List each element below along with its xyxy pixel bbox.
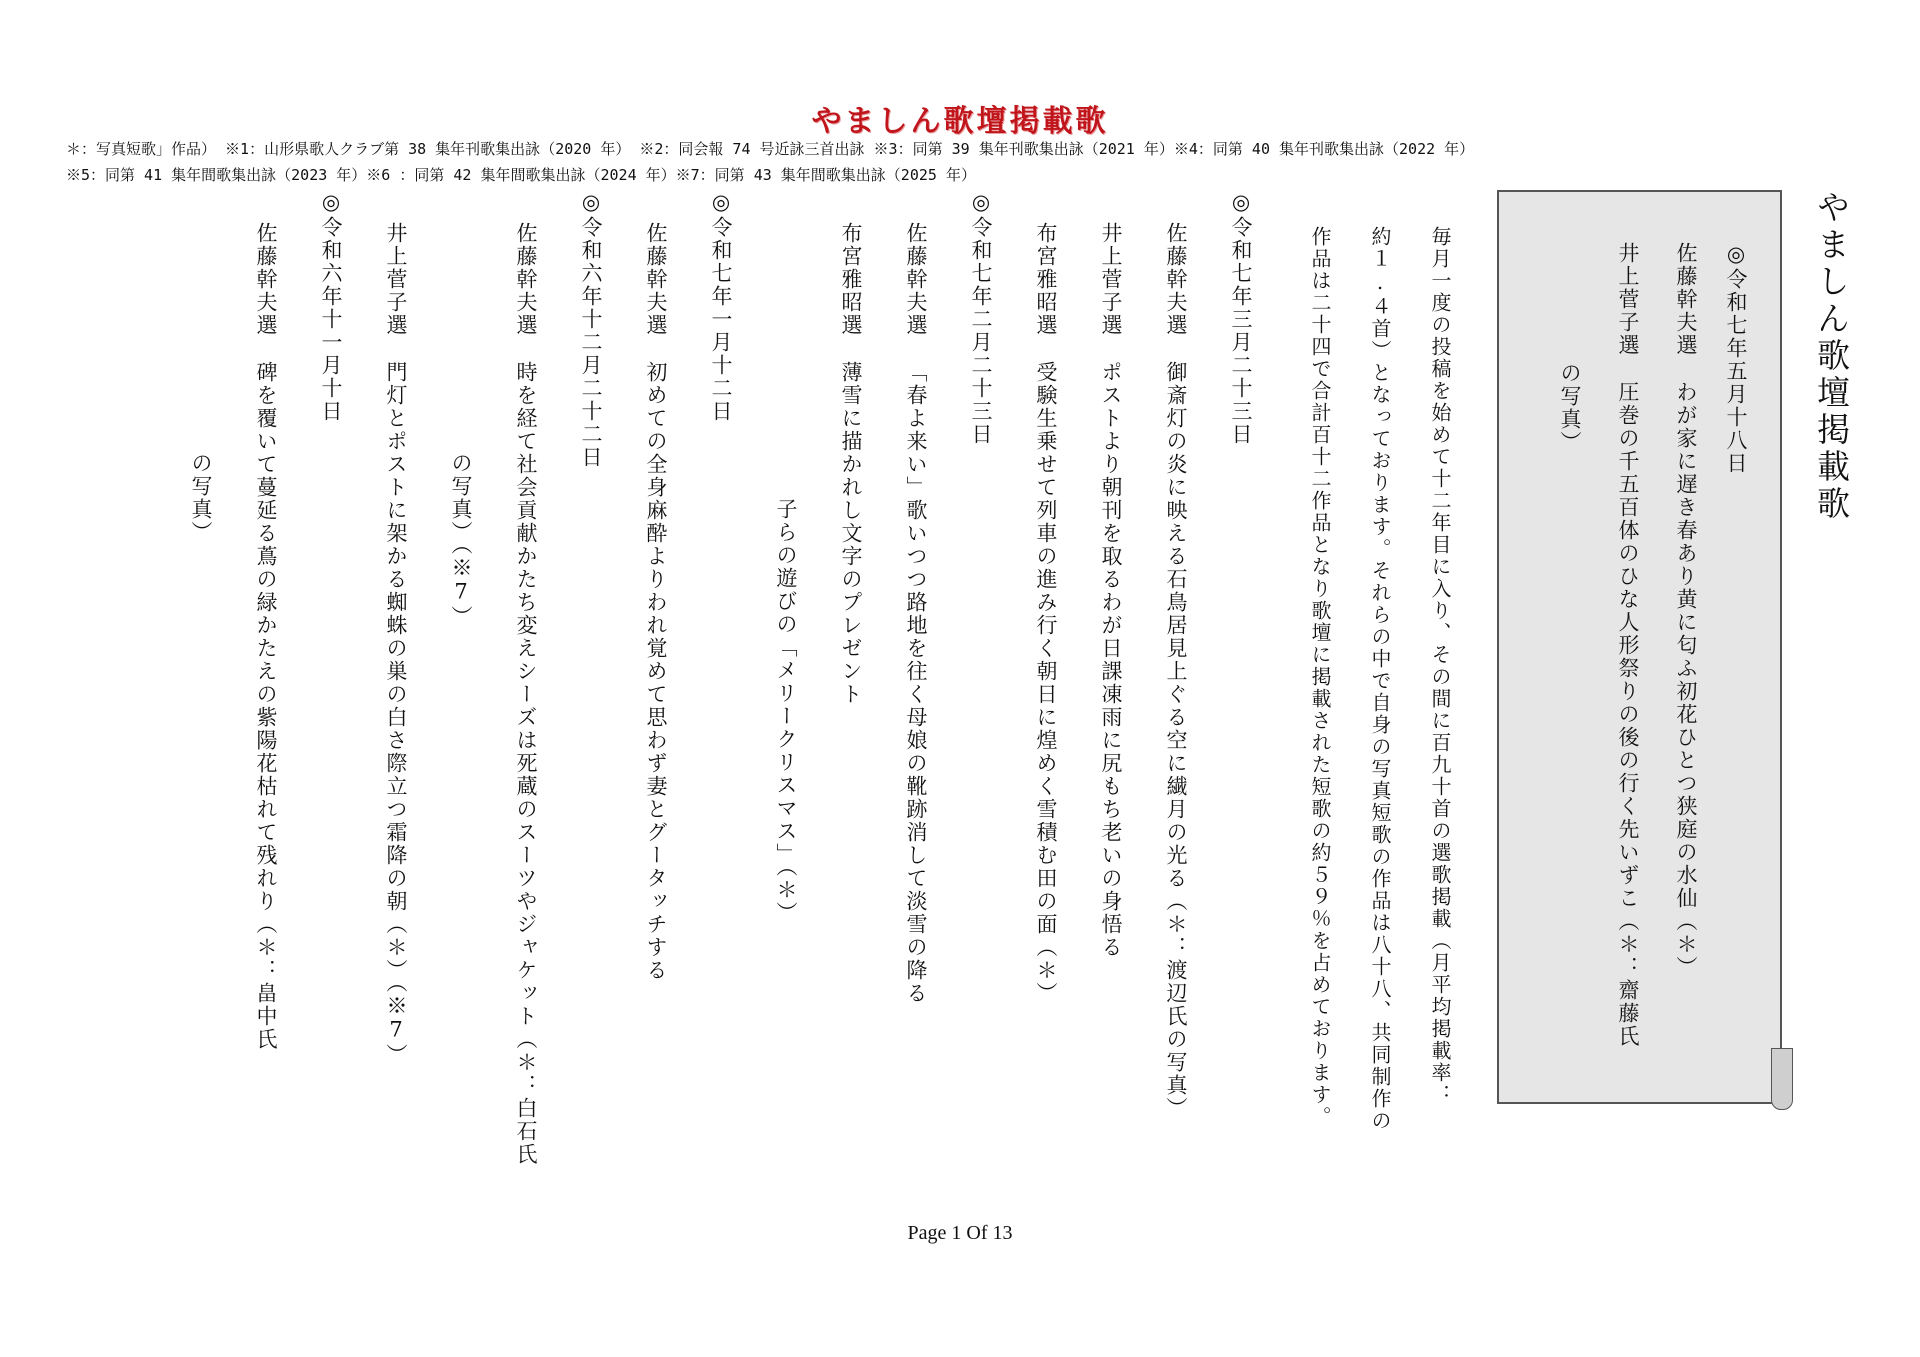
footnote-line: ※5：同第 41 集年間歌集出詠（2023 年）※6 ：同第 42 集年間歌集出詠（2024 年）※7：同第 43 集年間歌集出詠（2025 年） (66, 166, 976, 184)
selector-name: 井上菅子選 (384, 222, 408, 337)
poem-text: 「春よ来い」歌いつつ路地を往く母娘の靴跡消して淡雪の降る (904, 361, 928, 1005)
poem-column (905, 222, 926, 1005)
poem-text: の写真） (1558, 362, 1582, 454)
selector-name: 布宮雅昭選 (1034, 222, 1058, 337)
section-heading: やましん歌壇掲載歌 (1812, 190, 1851, 523)
poem-column (1165, 222, 1186, 1120)
selector-name: 井上菅子選 (1616, 242, 1640, 357)
date-heading: ◎令和七年一月十二日 (709, 190, 733, 423)
poem-text: の写真） (189, 222, 213, 544)
selector-name: 井上菅子選 (1099, 222, 1123, 337)
selector-name: 佐藤幹夫選 (514, 222, 538, 337)
page-title: やましん歌壇掲載歌 (811, 104, 1109, 139)
intro-line: 約１.４首）となっております。それらの中で自身の写真短歌の作品は八十八、共同制作の (1368, 226, 1392, 1132)
date-heading: ◎令和七年三月二十三日 (1229, 190, 1253, 446)
poem-text: わが家に遅き春あり黄に匂ふ初花ひとつ狭庭の水仙（＊） (1674, 381, 1698, 979)
poem-column (1100, 222, 1121, 959)
footnote-line: ＊：写真短歌」作品） ※1：山形県歌人クラブ第 38 集年刊歌集出詠（2020 年） ※2：同会報 74 号近詠三首出詠 ※3：同第 39 集年刊歌集出詠（2021 年）※4：同第 40 集年刊歌集出詠（2022 年） (66, 140, 1475, 158)
selector-name: 佐藤幹夫選 (1164, 222, 1188, 337)
selector-name: 佐藤幹夫選 (904, 222, 928, 337)
poem-column (1559, 362, 1580, 454)
intro-line: 毎月一度の投稿を始めて十二年目に入り、その間に百九十首の選歌掲載（月平均掲載率： (1428, 226, 1452, 1106)
intro-line: 作品は二十四で合計百十二作品となり歌壇に掲載された短歌の約５９％を占めております。 (1308, 226, 1332, 1128)
poem-column (385, 222, 406, 1067)
date-heading: ◎令和六年十一月十日 (319, 190, 343, 423)
poem-text: 初めての全身麻酔よりわれ覚めて思わず妻とグータッチする (644, 361, 668, 982)
selector-name: 佐藤幹夫選 (1674, 242, 1698, 357)
page-curl (1771, 1048, 1793, 1110)
poem-column (775, 222, 796, 925)
poem-column (515, 222, 536, 1166)
poem-text: の写真）（※7） (449, 222, 473, 629)
highlight-box (1497, 190, 1782, 1104)
poem-text: 薄雪に描かれし文字のプレゼント (839, 361, 863, 706)
poem-column (1675, 242, 1696, 979)
page-number: Page 1 Of 13 (907, 1222, 1013, 1244)
selector-name: 布宮雅昭選 (839, 222, 863, 337)
box-date: ◎令和七年五月十八日 (1724, 242, 1748, 475)
date-heading: ◎令和七年二月二十三日 (969, 190, 993, 446)
poem-column (1617, 242, 1638, 1048)
poem-text: 受験生乗せて列車の進み行く朝日に煌めく雪積む田の面（＊） (1034, 361, 1058, 1005)
poem-column (840, 222, 861, 706)
selector-name: 佐藤幹夫選 (254, 222, 278, 337)
poem-column (255, 222, 276, 1051)
poem-column (1035, 222, 1056, 1005)
poem-text: 門灯とポストに架かる蜘蛛の巣の白さ際立つ霜降の朝（＊）（※7） (384, 361, 408, 1067)
footnotes (66, 136, 1886, 188)
poem-text: 時を経て社会貢献かたち変えシーズは死蔵のスーツやジャケット（＊：白石氏 (514, 361, 538, 1166)
poem-text: 圧巻の千五百体のひな人形祭りの後の行く先いずこ（＊：齋藤氏 (1616, 381, 1640, 1048)
poem-column (645, 222, 666, 982)
poem-text: 御斎灯の炎に映える石鳥居見上ぐる空に繊月の光る（＊：渡辺氏の写真） (1164, 361, 1188, 1120)
poem-column (450, 222, 471, 629)
selector-name: 佐藤幹夫選 (644, 222, 668, 337)
poem-text: 碑を覆いて蔓延る蔦の緑かたえの紫陽花枯れて残れり（＊：畠中氏 (254, 361, 278, 1051)
poem-column (190, 222, 211, 544)
date-heading: ◎令和六年十二月二十二日 (579, 190, 603, 469)
poem-text: ポストより朝刊を取るわが日課凍雨に尻もち老いの身悟る (1099, 361, 1123, 959)
poem-text: 子らの遊びの「メリークリスマス」（＊） (774, 222, 798, 925)
